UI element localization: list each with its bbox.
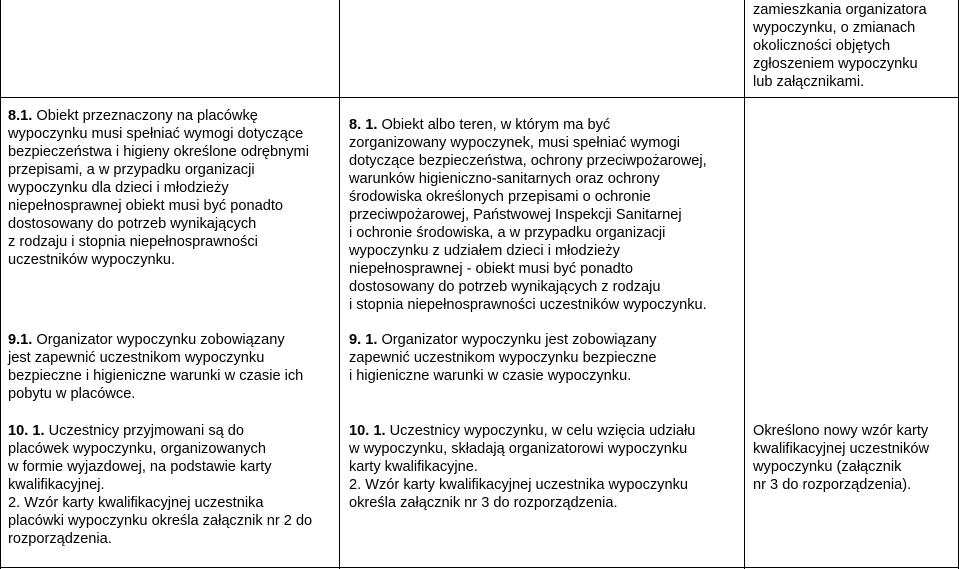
row3-left-text: Uczestnicy przyjmowani są do placówek wypoczynku, organizowanych w formie wyjazdowej, na podstawie karty kwalifikacyjnej. 2. Wzór karty kwalifikacyjnej uczestnika placówki wypoczynku określa załącznik nr 2 do rozporządzenia. — [8, 423, 313, 548]
row0-right-cell: zamieszkania organizatora wypoczynku, o zmianach okoliczności objętych zgłoszeniem wypoczynku lub załącznikami. — [753, 2, 927, 91]
row-border-bottom — [0, 567, 959, 568]
row1-middle-cell — [349, 116, 741, 315]
row3-middle-text: Uczestnicy wypoczynku, w celu wzięcia udziału w wypoczynku, składają organizatorowi wypoczynku karty kwalifikacyjne. 2. Wzór karty kwalifikacyjnej uczestnika wypoczynku określa załącznik nr 3 do rozporządzenia. — [349, 423, 696, 512]
column-border-2 — [744, 0, 745, 569]
row2-left-number: 9.1. — [8, 332, 33, 348]
row2-middle-number: 9. 1. — [349, 332, 378, 348]
column-border-1 — [339, 0, 340, 569]
row1-left-cell — [8, 107, 336, 269]
row3-middle-number: 10. 1. — [349, 423, 386, 439]
row1-left-number: 8.1. — [8, 108, 33, 124]
row3-left-number: 10. 1. — [8, 423, 45, 439]
row3-right-cell: Określono nowy wzór karty kwalifikacyjnej uczestników wypoczynku (załącznik nr 3 do rozporządzenia). — [753, 423, 930, 494]
column-border-left — [0, 0, 1, 569]
row2-middle-cell — [349, 331, 741, 385]
row-border-1 — [0, 97, 959, 98]
row2-middle-text: Organizator wypoczynku jest zobowiązany zapewnić uczestnikom wypoczynku bezpieczne i higieniczne warunki w czasie wypoczynku. — [349, 332, 657, 385]
row1-middle-text: Obiekt albo teren, w którym ma być zorganizowany wypoczynek, musi spełniać wymogi dotyczące bezpieczeństwa, ochrony przeciwpożarowej, warunków higieniczno-sanitarnych oraz ochrony środowiska określonych przepisami o ochronie przeciwpożarowej, Państwowej Inspekcji Sanitarnej i ochronie środowiska, a w przypadku organizacji wypoczynku z udziałem dzieci i młodzieży niepełnosprawnej - obiekt musi być ponadto dostosowany do potrzeb wynikających z rodzaju i stopnia niepełnosprawności uczestników wypoczynku. — [349, 117, 707, 314]
row3-middle-cell — [349, 422, 741, 512]
row3-left-cell — [8, 422, 336, 548]
row1-left-text: Obiekt przeznaczony na placówkę wypoczynku musi spełniać wymogi dotyczące bezpieczeństwa i higieny określone odrębnymi przepisami, a w przypadku organizacji wypoczynku dla dzieci i młodzieży niepełnosprawnej obiekt musi być ponadto dostosowany do potrzeb wynikających z rodzaju i stopnia niepełnosprawności uczestników wypoczynku. — [8, 108, 309, 269]
row2-left-cell — [8, 331, 336, 403]
row1-middle-number: 8. 1. — [349, 117, 378, 133]
row2-left-text: Organizator wypoczynku zobowiązany jest zapewnić uczestnikom wypoczynku bezpieczne i higieniczne warunki w czasie ich pobytu w placówce. — [8, 332, 304, 403]
